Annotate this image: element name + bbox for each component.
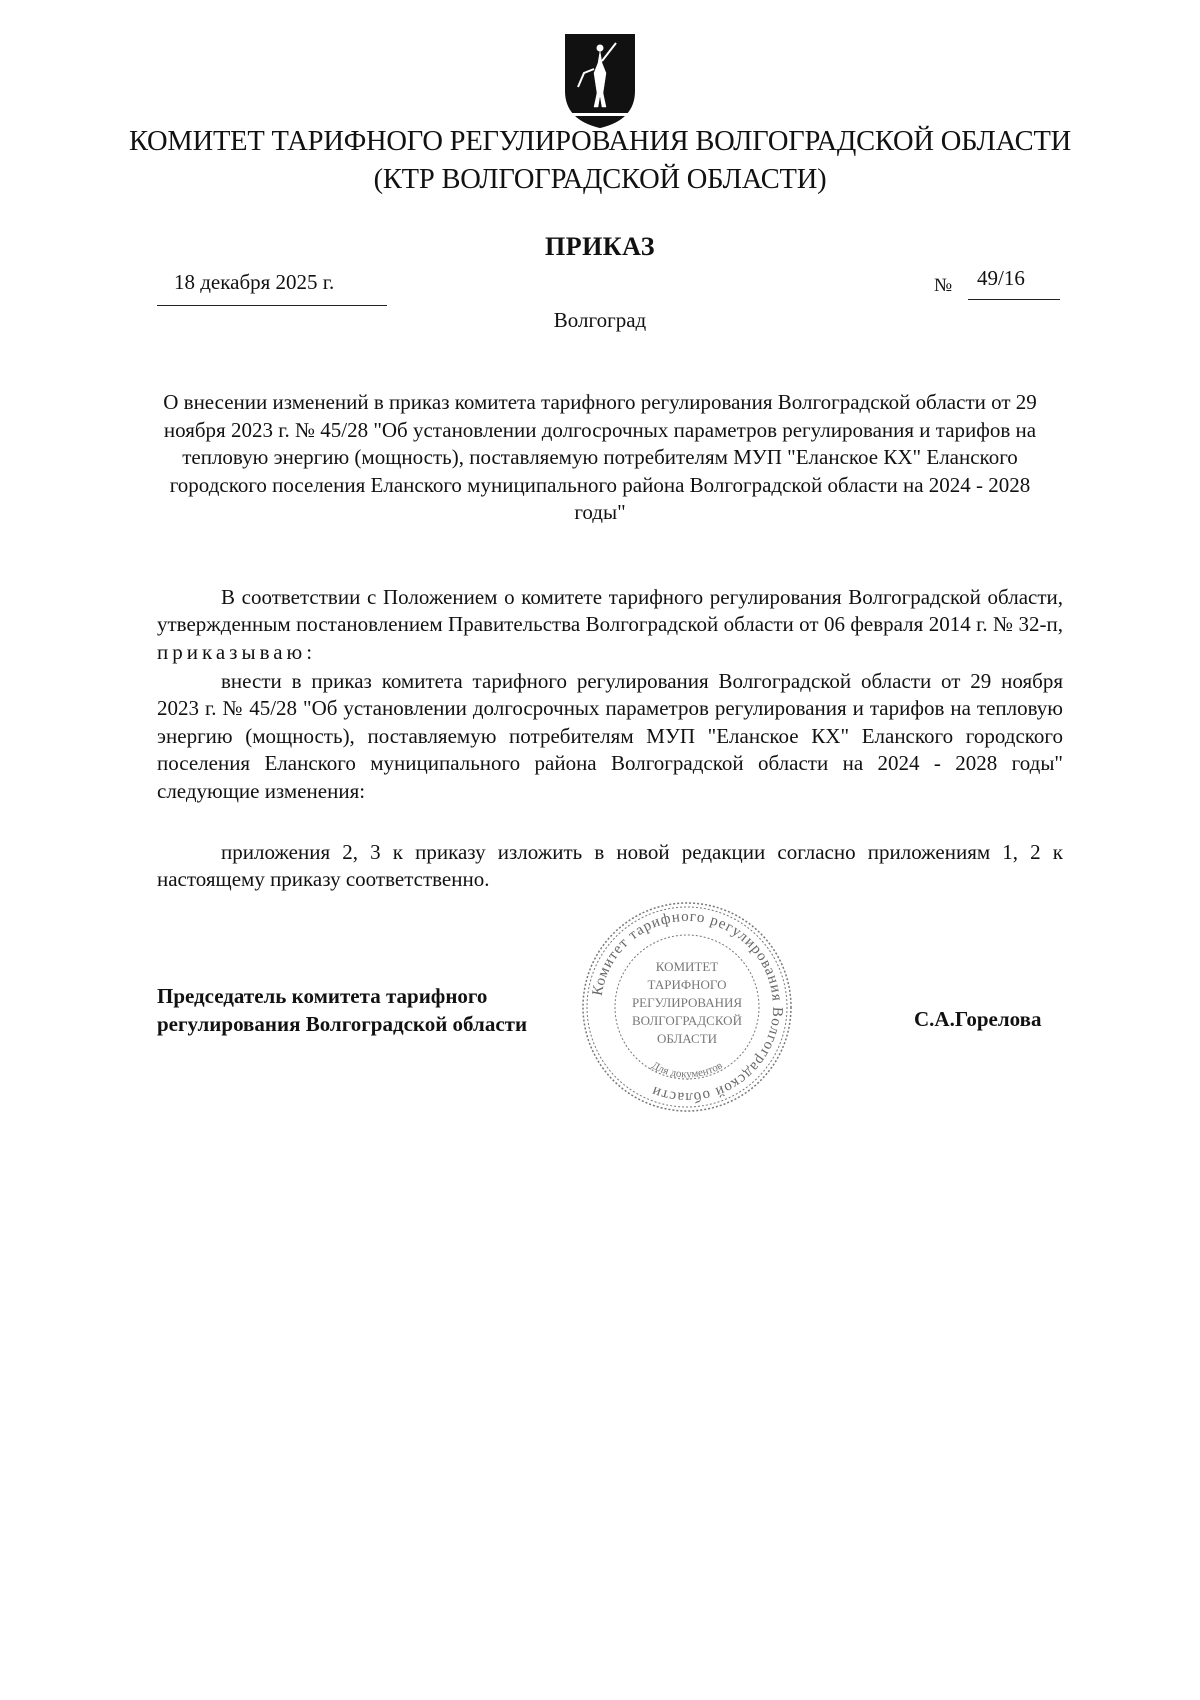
stamp-line-1: КОМИТЕТ <box>655 959 719 974</box>
date-underline <box>157 305 387 306</box>
signatory-name: С.А.Горелова <box>914 1007 1042 1031</box>
signatory-title <box>157 982 527 1038</box>
signatory-title-line-2: регулирования Волгоградской области <box>157 1012 528 1036</box>
order-word: приказываю: <box>157 639 317 664</box>
coat-of-arms-icon <box>564 33 636 129</box>
official-stamp <box>578 898 796 1116</box>
body-paragraph-1 <box>157 584 1063 666</box>
stamp-bottom-text: Для документов <box>649 1059 725 1081</box>
stamp-outer-text: Комитет тарифного регулирования Волгоградской области <box>589 908 786 1106</box>
stamp-line-3: РЕГУЛИРОВАНИЯ <box>631 995 743 1010</box>
body-paragraph-3: приложения 2, 3 к приказу изложить в новой редакции согласно приложениям 1, 2 к настоящему приказу соответственно. <box>157 840 1063 892</box>
organization-short-name: (КТР ВОЛГОГРАДСКОЙ ОБЛАСТИ) <box>373 164 827 195</box>
document-subject: О внесении изменений в приказ комитета тарифного регулирования Волгоградской области от 29 ноября 2023 г. № 45/28 "Об установлении долгосрочных параметров регулирования и тарифов на тепловую энергию (мощность), поставляемую потребителям МУП "Еланское КХ" Еланского городского поселения Еланского муниципального района Волгоградской области на 2024 - 2028 годы" <box>163 390 1037 525</box>
document-number: 49/16 <box>977 266 1025 290</box>
stamp-line-2: ТАРИФНОГО <box>647 977 727 992</box>
stamp-line-5: ОБЛАСТИ <box>656 1031 718 1046</box>
body-paragraph-1-text: В соответствии с Положением о комитете тарифного регулирования Волгоградской области, утвержденным постановлением Правительства Волгоградской области от 06 февраля 2014 г. № 32-п, <box>157 585 1063 637</box>
number-sign: № <box>934 275 953 296</box>
signatory-title-line-1: Председатель комитета тарифного <box>157 984 488 1008</box>
stamp-line-4: ВОЛГОГРАДСКОЙ <box>632 1013 742 1028</box>
number-underline <box>968 299 1060 300</box>
document-date: 18 декабря 2025 г. <box>174 270 335 294</box>
organization-name: КОМИТЕТ ТАРИФНОГО РЕГУЛИРОВАНИЯ ВОЛГОГРАДСКОЙ ОБЛАСТИ <box>128 126 1072 157</box>
body-paragraph-2: внести в приказ комитета тарифного регулирования Волгоградской области от 29 ноября 2023 г. № 45/28 "Об установлении долгосрочных параметров регулирования и тарифов на тепловую энергию (мощность), поставляемую потребителям МУП "Еланское КХ" Еланского городского поселения Еланского муниципального района Волгоградской области на 2024 - 2028 годы" следующие изменения: <box>157 669 1063 803</box>
document-city: Волгоград <box>553 308 647 332</box>
document-title: ПРИКАЗ <box>544 232 656 261</box>
